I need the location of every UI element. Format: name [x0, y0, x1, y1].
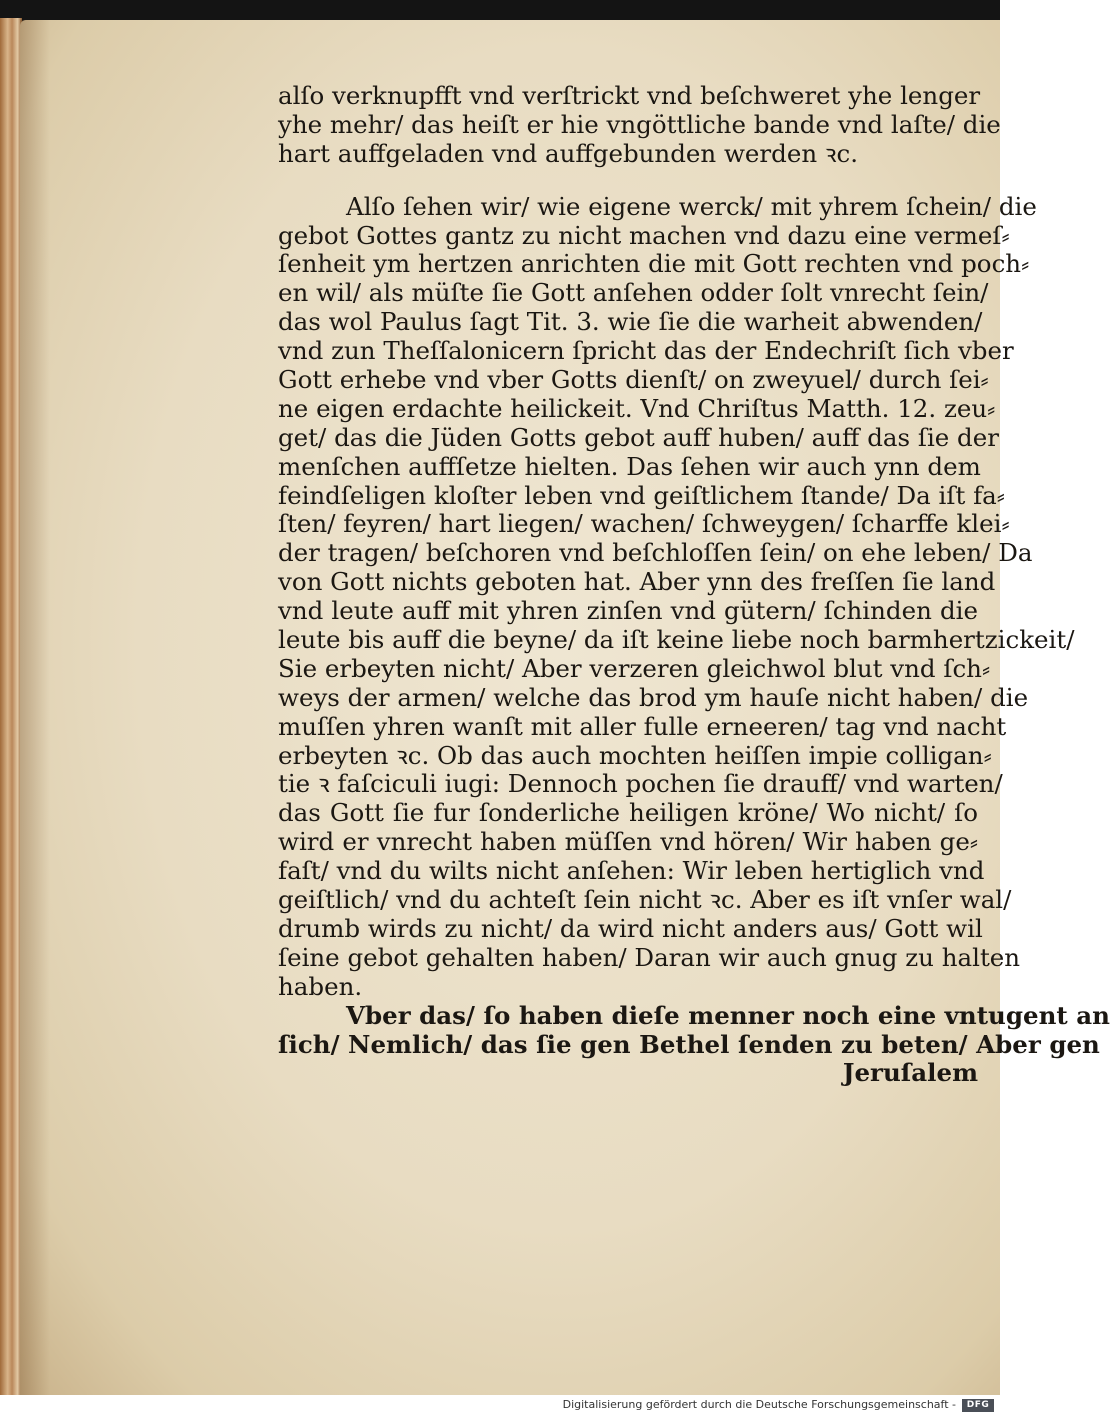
text-line: weys der armen/ welche das brod ym hauſe nicht haben/ die	[278, 682, 1029, 712]
text-line: Sie erbeyten nicht/ Aber verzeren gleichwol blut vnd ſch⸗	[278, 653, 991, 683]
digitization-credit-bar	[0, 1395, 1000, 1417]
text-line: feindſeligen kloſter leben vnd geiſtlichem ſtande/ Da iſt fa⸗	[278, 480, 1005, 510]
dfg-logo: DFG	[962, 1399, 994, 1412]
credit-text: Digitalisierung gefördert durch die Deutsche Forschungsgemeinschaft -	[562, 1398, 956, 1411]
text-line: das Gott ſie fur ſonderliche heiligen kröne/ Wo nicht/ ſo	[278, 798, 978, 828]
text-line: hart auffgeladen vnd auffgebunden werden ꝛc.	[278, 138, 859, 168]
catchword: Jeruſalem	[842, 1058, 978, 1088]
text-line: geiſtlich/ vnd du achteſt ſein nicht ꝛc. Aber es iſt vnſer wal/	[278, 885, 1012, 915]
book-page	[20, 20, 1110, 1395]
text-line: haben.	[278, 971, 363, 1001]
text-line: faſt/ vnd du wilts nicht anſehen: Wir leben hertiglich vnd	[278, 856, 985, 886]
text-line: get/ das die Jüden Gotts gebot auff huben/ auff das ſie der	[278, 422, 999, 452]
text-line: vnd leute auff mit yhren zinſen vnd gütern/ ſchinden die	[278, 596, 978, 626]
text-line: ſten/ feyren/ hart liegen/ wachen/ ſchweygen/ ſcharffe klei⸗	[278, 509, 1010, 539]
paragraph-gap	[278, 169, 978, 193]
text-line: der tragen/ beſchoren vnd beſchloſſen ſein/ on ehe leben/ Da	[278, 538, 1033, 568]
text-line: Alſo ſehen wir/ wie eigene werck/ mit yhrem ſchein/ die	[346, 191, 1037, 221]
text-line: wird er vnrecht haben müſſen vnd hören/ Wir haben ge⸗	[278, 827, 978, 857]
text-line: en wil/ als müſte ſie Gott anſehen odder ſolt vnrecht ſein/	[278, 278, 989, 308]
text-line: gebot Gottes gantz zu nicht machen vnd dazu eine vermeſ⸗	[278, 220, 1010, 250]
text-line: erbeyten ꝛc. Ob das auch mochten heiſſen impie colligan⸗	[278, 740, 992, 770]
text-line: muſſen yhren wanſt mit aller fulle erneeren/ tag vnd nacht	[278, 711, 1007, 741]
text-line: ſenheit ym hertzen anrichten die mit Gott rechten vnd poch⸗	[278, 249, 1030, 279]
page-edge-stack	[0, 18, 22, 1395]
blackletter-text-block	[278, 81, 1110, 1088]
text-line: drumb wirds zu nicht/ da wird nicht anders aus/ Gott wil	[278, 913, 983, 943]
text-line: das wol Paulus ſagt Tit. 3. wie ſie die warheit abwenden/	[278, 307, 983, 337]
text-line: ſeine gebot gehalten haben/ Daran wir auch gnug zu halten	[278, 942, 1021, 972]
text-line: leute bis auff die beyne/ da iſt keine liebe noch barmhertzickeit/	[278, 625, 1075, 655]
text-line: vnd zun Theſſalonicern ſpricht das der Endechriſt ſich vber	[278, 336, 1014, 366]
text-line: ſich/ Nemlich/ das ſie gen Bethel ſenden zu beten/ Aber gen	[278, 1029, 1100, 1059]
text-line: menſchen auffſetze hielten. Das ſehen wir auch ynn dem	[278, 451, 981, 481]
text-line: Gott erhebe vnd vber Gotts dienſt/ on zweyuel/ durch ſei⸗	[278, 365, 989, 395]
text-line: tie ꝛ faſciculi iugi: Dennoch pochen ſie drauff/ vnd warten/	[278, 769, 1003, 799]
text-line: alſo verknupfft vnd verſtrickt vnd beſchweret yhe lenger	[278, 81, 981, 110]
text-line: yhe mehr/ das heiſt er hie vngöttliche bande vnd laſte/ die	[278, 109, 1001, 139]
text-line: ne eigen erdachte heilickeit. Vnd Chriſtus Matth. 12. zeu⸗	[278, 393, 996, 423]
text-line: von Gott nichts geboten hat. Aber ynn des freſſen ſie land	[278, 567, 996, 597]
text-line: Vber das/ ſo haben dieſe menner noch eine vntugent an	[346, 1000, 1110, 1030]
